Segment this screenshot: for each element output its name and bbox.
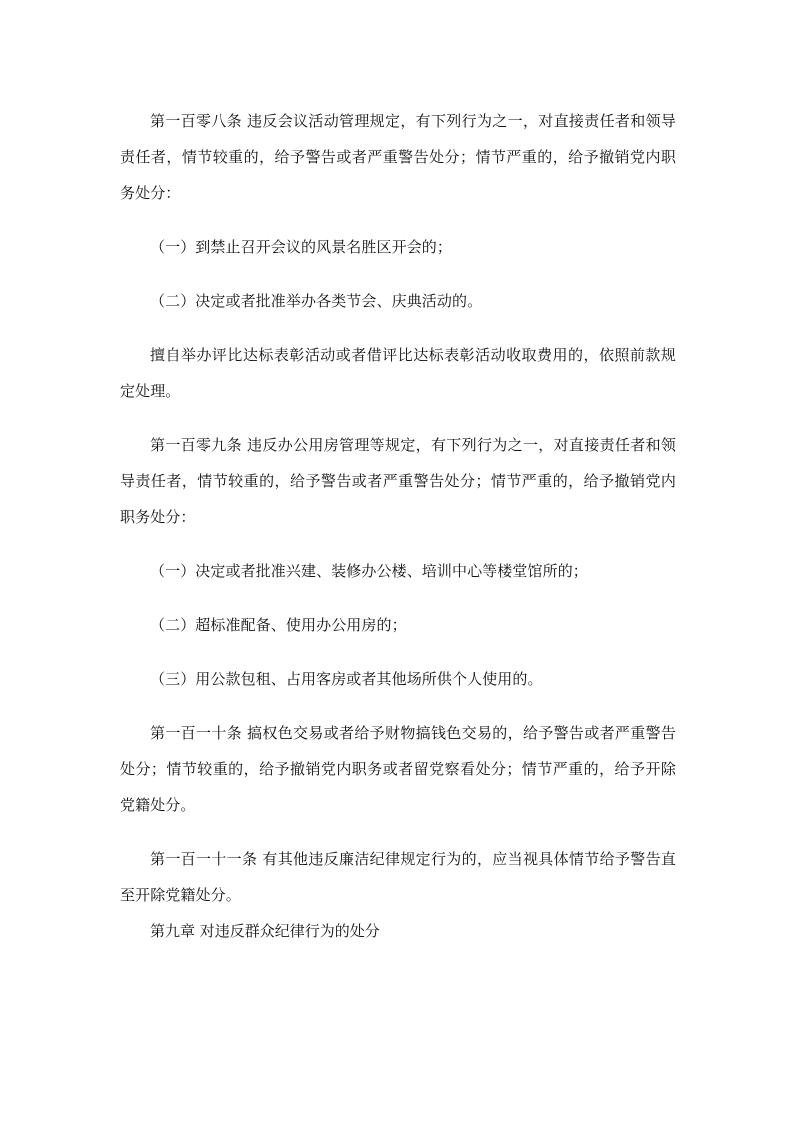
chapter-heading: 第九章 对违反群众纪律行为的处分 (150, 922, 380, 940)
article-109-item-1: （一）决定或者批准兴建、装修办公楼、培训中心等楼堂馆所的； (150, 562, 588, 580)
document-body (120, 103, 676, 949)
article-108-paragraph: 第一百零八条 违反会议活动管理规定，有下列行为之一，对直接责任者和领导责任者，情节较重的，给予警告或者严重警告处分；情节严重的，给予撤销党内职务处分： (120, 112, 676, 202)
article-109-item-3: （三）用公款包租、占用客房或者其他场所供个人使用的。 (150, 670, 543, 688)
article-110-paragraph: 第一百一十条 搞权色交易或者给予财物搞钱色交易的，给予警告或者严重警告处分；情节较重的，给予撤销党内职务或者留党察看处分；情节严重的，给予开除党籍处分。 (120, 724, 676, 814)
article-111-paragraph: 第一百一十一条 有其他违反廉洁纪律规定行为的，应当视具体情节给予警告直至开除党籍处分。 (120, 850, 676, 904)
article-108-item-2: （二）决定或者批准举办各类节会、庆典活动的。 (150, 292, 483, 310)
article-109-paragraph: 第一百零九条 违反办公用房管理等规定，有下列行为之一，对直接责任者和领导责任者，情节较重的，给予警告或者严重警告处分；情节严重的，给予撤销党内职务处分： (120, 436, 676, 526)
article-109-item-2: （二）超标准配备、使用办公用房的； (150, 616, 407, 634)
article-108-item-1: （一）到禁止召开会议的风景名胜区开会的； (150, 238, 453, 256)
article-108-clause-2: 擅自举办评比达标表彰活动或者借评比达标表彰活动收取费用的，依照前款规定处理。 (120, 346, 676, 400)
